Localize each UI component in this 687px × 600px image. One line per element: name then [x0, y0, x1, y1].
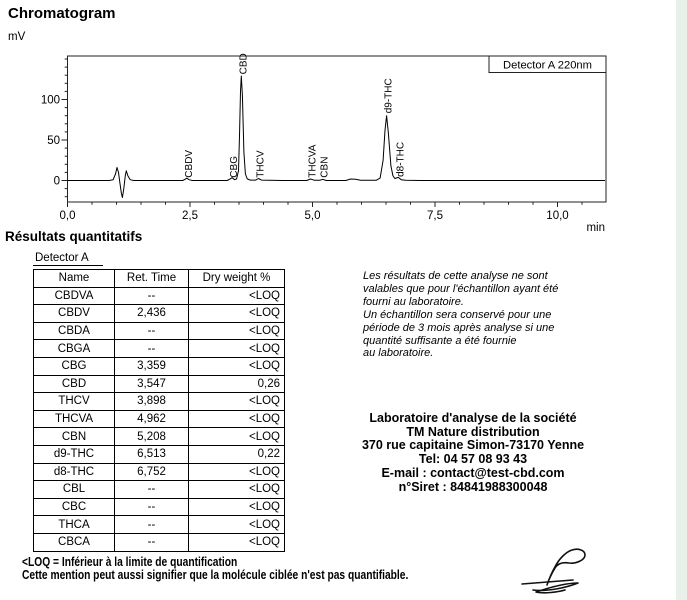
cell-name: THCA	[34, 516, 115, 534]
y-tick-label: 50	[47, 135, 60, 147]
x-tick-label: 0,0	[59, 210, 76, 222]
lab-address-block	[333, 412, 613, 494]
peak-label-d9-thc: d9-THC	[383, 78, 395, 114]
cell-dry-weight: <LOQ	[189, 410, 285, 428]
page-edge-strip	[676, 0, 687, 600]
cell-ret-time: 3,898	[115, 393, 189, 411]
table-row	[34, 393, 285, 411]
lab-address-line: TM Nature distribution	[406, 424, 540, 439]
table-row	[34, 305, 285, 323]
table-row	[34, 463, 285, 481]
disclaimer-text	[363, 270, 558, 360]
table-row	[34, 445, 285, 463]
signature-stroke	[533, 583, 578, 593]
table-row	[34, 322, 285, 340]
cell-dry-weight: <LOQ	[189, 393, 285, 411]
x-tick-label: 7,5	[427, 210, 443, 222]
cell-dry-weight: <LOQ	[189, 322, 285, 340]
y-tick-label: 0	[53, 175, 60, 188]
table-row	[34, 357, 285, 375]
y-tick-label: 100	[40, 94, 60, 107]
cell-dry-weight: <LOQ	[189, 428, 285, 446]
disclaimer-line: Les résultats de cette analyse ne sont	[363, 270, 548, 282]
cell-ret-time: 3,547	[115, 375, 189, 393]
cell-name: THCVA	[34, 410, 115, 428]
lab-address-line: Laboratoire d'analyse de la société	[369, 411, 577, 425]
x-tick-label: 5,0	[304, 210, 321, 222]
cell-name: CBGA	[34, 340, 115, 358]
cell-dry-weight: <LOQ	[189, 533, 285, 551]
disclaimer-line: valables que pour l'échantillon ayant été	[363, 282, 559, 295]
cell-dry-weight: 0,26	[189, 375, 285, 393]
disclaimer-line: période de 3 mois après analyse si une	[363, 321, 555, 334]
cell-name: CBDVA	[34, 287, 115, 305]
x-tick-label: 10,0	[546, 210, 569, 222]
cell-dry-weight: <LOQ	[189, 340, 285, 358]
cell-ret-time: 4,962	[115, 410, 189, 428]
cell-ret-time: --	[115, 322, 189, 340]
cell-name: CBCA	[34, 533, 115, 551]
cell-dry-weight: <LOQ	[189, 516, 285, 534]
cell-name: d9-THC	[34, 445, 115, 463]
x-tick-label: 2,5	[182, 210, 198, 222]
loq-footnote-line: <LOQ = Inférieur à la limite de quantification	[22, 555, 238, 569]
cell-dry-weight: <LOQ	[189, 498, 285, 516]
signature	[512, 541, 598, 599]
cell-ret-time: 6,513	[115, 445, 189, 463]
cell-name: CBC	[34, 498, 115, 516]
disclaimer-line: quantité suffisante a été fournie	[363, 334, 517, 347]
peak-label-cbn: CBN	[319, 156, 331, 178]
cell-dry-weight: <LOQ	[189, 481, 285, 499]
table-row	[34, 375, 285, 393]
cell-ret-time: --	[115, 287, 189, 305]
detector-table-label: Detector A	[33, 252, 103, 266]
table-row	[34, 481, 285, 499]
cell-ret-time: --	[115, 498, 189, 516]
column-header-ret-time: Ret. Time	[115, 270, 189, 288]
table-row	[34, 340, 285, 358]
cell-name: CBG	[34, 357, 115, 375]
table-row	[34, 533, 285, 551]
results-table	[33, 269, 285, 552]
cell-name: CBL	[34, 481, 115, 499]
x-axis-unit-label: min	[586, 222, 605, 234]
peak-label-d8-thc: d8-THC	[395, 141, 407, 177]
disclaimer-line: Un échantillon sera conservé pour une	[363, 308, 552, 321]
lab-address-line: E-mail : contact@test-cbd.com	[381, 465, 565, 480]
cell-dry-weight: 0,22	[189, 445, 285, 463]
loq-footnote	[22, 556, 408, 583]
lab-address-line: Tel: 04 57 08 93 43	[418, 452, 528, 467]
results-heading: Résultats quantitatifs	[5, 229, 143, 244]
cell-ret-time: --	[115, 481, 189, 499]
peak-label-thcva: THCVA	[307, 144, 319, 178]
cell-ret-time: 5,208	[115, 428, 189, 446]
cell-ret-time: --	[115, 516, 189, 534]
cell-name: CBN	[34, 428, 115, 446]
chromatogram-plot	[0, 0, 676, 242]
cell-ret-time: 3,359	[115, 357, 189, 375]
peak-label-cbd: CBD	[238, 53, 250, 75]
disclaimer-line: au laboratoire.	[363, 347, 434, 360]
disclaimer-line: fourni au laboratoire.	[363, 295, 464, 308]
cell-dry-weight: <LOQ	[189, 463, 285, 481]
loq-footnote-line: Cette mention peut aussi signifier que la molécule ciblée n'est pas quantifiable.	[22, 568, 409, 583]
column-header-dry-weight: Dry weight %	[189, 270, 285, 288]
table-row	[34, 410, 285, 428]
detector-label: Detector A 220nm	[503, 59, 592, 72]
cell-name: d8-THC	[34, 463, 115, 481]
cell-ret-time: 6,752	[115, 463, 189, 481]
lab-address-line: n°Siret : 84841988300048	[398, 479, 548, 494]
cell-name: CBDA	[34, 322, 115, 340]
table-row	[34, 516, 285, 534]
peak-label-cbdv: CBDV	[183, 149, 195, 178]
lab-address-line: 370 rue capitaine Simon-73170 Yenne	[361, 438, 585, 453]
cell-ret-time: 2,436	[115, 305, 189, 323]
cell-name: CBDV	[34, 305, 115, 323]
table-header-row	[34, 270, 285, 288]
chromatogram-trace	[68, 76, 606, 198]
cell-dry-weight: <LOQ	[189, 287, 285, 305]
cell-name: CBD	[34, 375, 115, 393]
table-row	[34, 498, 285, 516]
peak-label-cbg: CBG	[229, 156, 241, 178]
page-title: Chromatogram	[8, 5, 116, 22]
table-row	[34, 428, 285, 446]
cell-ret-time: --	[115, 340, 189, 358]
table-row	[34, 287, 285, 305]
cell-dry-weight: <LOQ	[189, 305, 285, 323]
cell-ret-time: --	[115, 533, 189, 551]
column-header-name: Name	[34, 270, 115, 288]
cell-dry-weight: <LOQ	[189, 357, 285, 375]
peak-label-thcv: THCV	[255, 150, 267, 178]
cell-name: THCV	[34, 393, 115, 411]
y-axis-unit-label: mV	[8, 31, 26, 43]
signature-stroke	[547, 549, 585, 585]
